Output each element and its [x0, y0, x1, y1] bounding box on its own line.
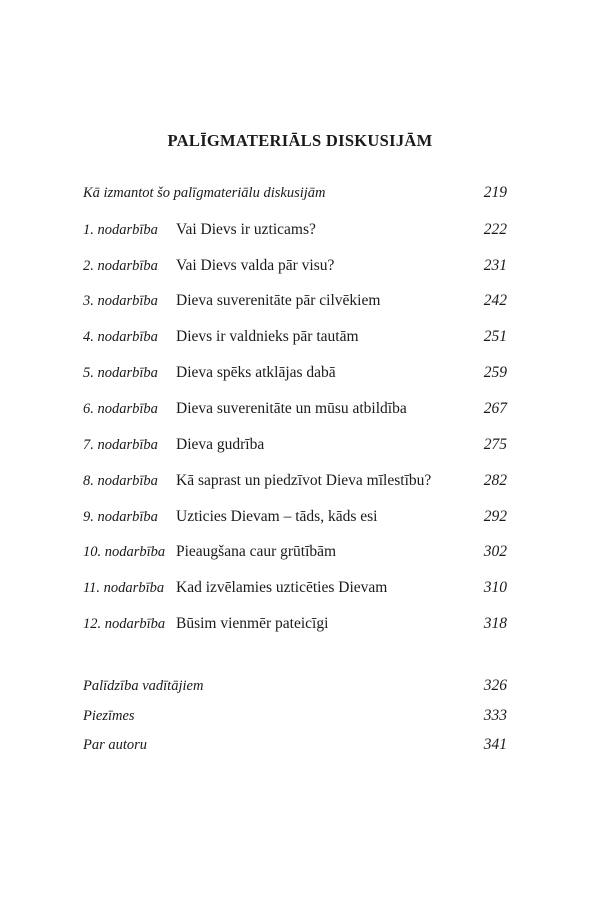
lesson-label: 12. nodarbība	[83, 616, 166, 632]
toc-row-lesson-10	[83, 541, 507, 563]
toc-row-lesson-1	[83, 219, 507, 241]
toc-page-number: 251	[483, 328, 507, 345]
toc-page-number: 333	[483, 707, 507, 724]
lesson-title: Dieva gudrība	[176, 436, 265, 453]
toc-page-number: 326	[483, 677, 507, 694]
toc-page-number: 282	[483, 472, 507, 489]
lesson-title: Vai Dievs valda pār visu?	[176, 257, 335, 274]
lesson-title: Pieaugšana caur grūtībām	[176, 543, 337, 560]
lesson-title: Kad izvēlamies uzticēties Dievam	[176, 579, 388, 596]
toc-row-leaders-help	[83, 675, 507, 697]
toc-entry-title: Par autoru	[83, 737, 148, 753]
toc-page-number: 310	[483, 579, 507, 596]
toc-page-number: 231	[483, 257, 507, 274]
toc-row-lesson-11	[83, 577, 507, 599]
toc-row-lesson-6	[83, 398, 507, 420]
toc-page-number: 222	[483, 221, 507, 238]
toc-entry-title: Kā izmantot šo palīgmateriālu diskusijām	[83, 185, 326, 201]
lesson-label: 7. nodarbība	[83, 437, 158, 453]
lesson-label: 8. nodarbība	[83, 473, 158, 489]
toc-page-number: 275	[483, 436, 507, 453]
toc-row-notes	[83, 705, 507, 727]
toc-page-number: 267	[483, 400, 507, 417]
lesson-label: 6. nodarbība	[83, 401, 158, 417]
lesson-label: 9. nodarbība	[83, 509, 158, 525]
lesson-label: 5. nodarbība	[83, 365, 158, 381]
toc-row-lesson-3	[83, 290, 507, 312]
toc-page-number: 259	[483, 364, 507, 381]
toc-row-intro	[83, 182, 507, 204]
lesson-label: 2. nodarbība	[83, 258, 158, 274]
page-title: PALĪGMATERIĀLS DISKUSIJĀM	[167, 131, 433, 150]
toc-row-lesson-2	[83, 255, 507, 277]
toc-row-lesson-12	[83, 613, 507, 635]
toc-page-number: 219	[483, 184, 507, 201]
toc-page-number: 318	[483, 615, 507, 632]
toc-row-about-author	[83, 734, 507, 756]
lesson-label: 4. nodarbība	[83, 329, 158, 345]
lesson-label: 3. nodarbība	[83, 293, 158, 309]
toc-page-number: 341	[483, 736, 507, 753]
toc-page-number: 242	[483, 292, 507, 309]
toc-entry-title: Palīdzība vadītājiem	[83, 678, 204, 694]
toc-row-lesson-7	[83, 434, 507, 456]
lesson-title: Vai Dievs ir uzticams?	[176, 221, 316, 238]
toc-page-number: 302	[483, 543, 507, 560]
toc-row-lesson-9	[83, 506, 507, 528]
lesson-title: Uzticies Dievam – tāds, kāds esi	[176, 508, 378, 525]
lesson-title: Dieva spēks atklājas dabā	[176, 364, 336, 381]
lesson-label: 1. nodarbība	[83, 222, 158, 238]
lesson-title: Būsim vienmēr pateicīgi	[176, 615, 329, 632]
lesson-label: 10. nodarbība	[83, 544, 166, 560]
lesson-title: Dieva suverenitāte un mūsu atbildība	[176, 400, 407, 417]
toc-page-number: 292	[483, 508, 507, 525]
lesson-label: 11. nodarbība	[83, 580, 165, 596]
toc-row-lesson-4	[83, 326, 507, 348]
toc-entry-title: Piezīmes	[83, 708, 135, 724]
toc-row-lesson-5	[83, 362, 507, 384]
lesson-title: Dievs ir valdnieks pār tautām	[176, 328, 359, 345]
toc-row-lesson-8	[83, 470, 507, 492]
lesson-title: Kā saprast un piedzīvot Dieva mīlestību?	[176, 472, 432, 489]
lesson-title: Dieva suverenitāte pār cilvēkiem	[176, 292, 381, 309]
